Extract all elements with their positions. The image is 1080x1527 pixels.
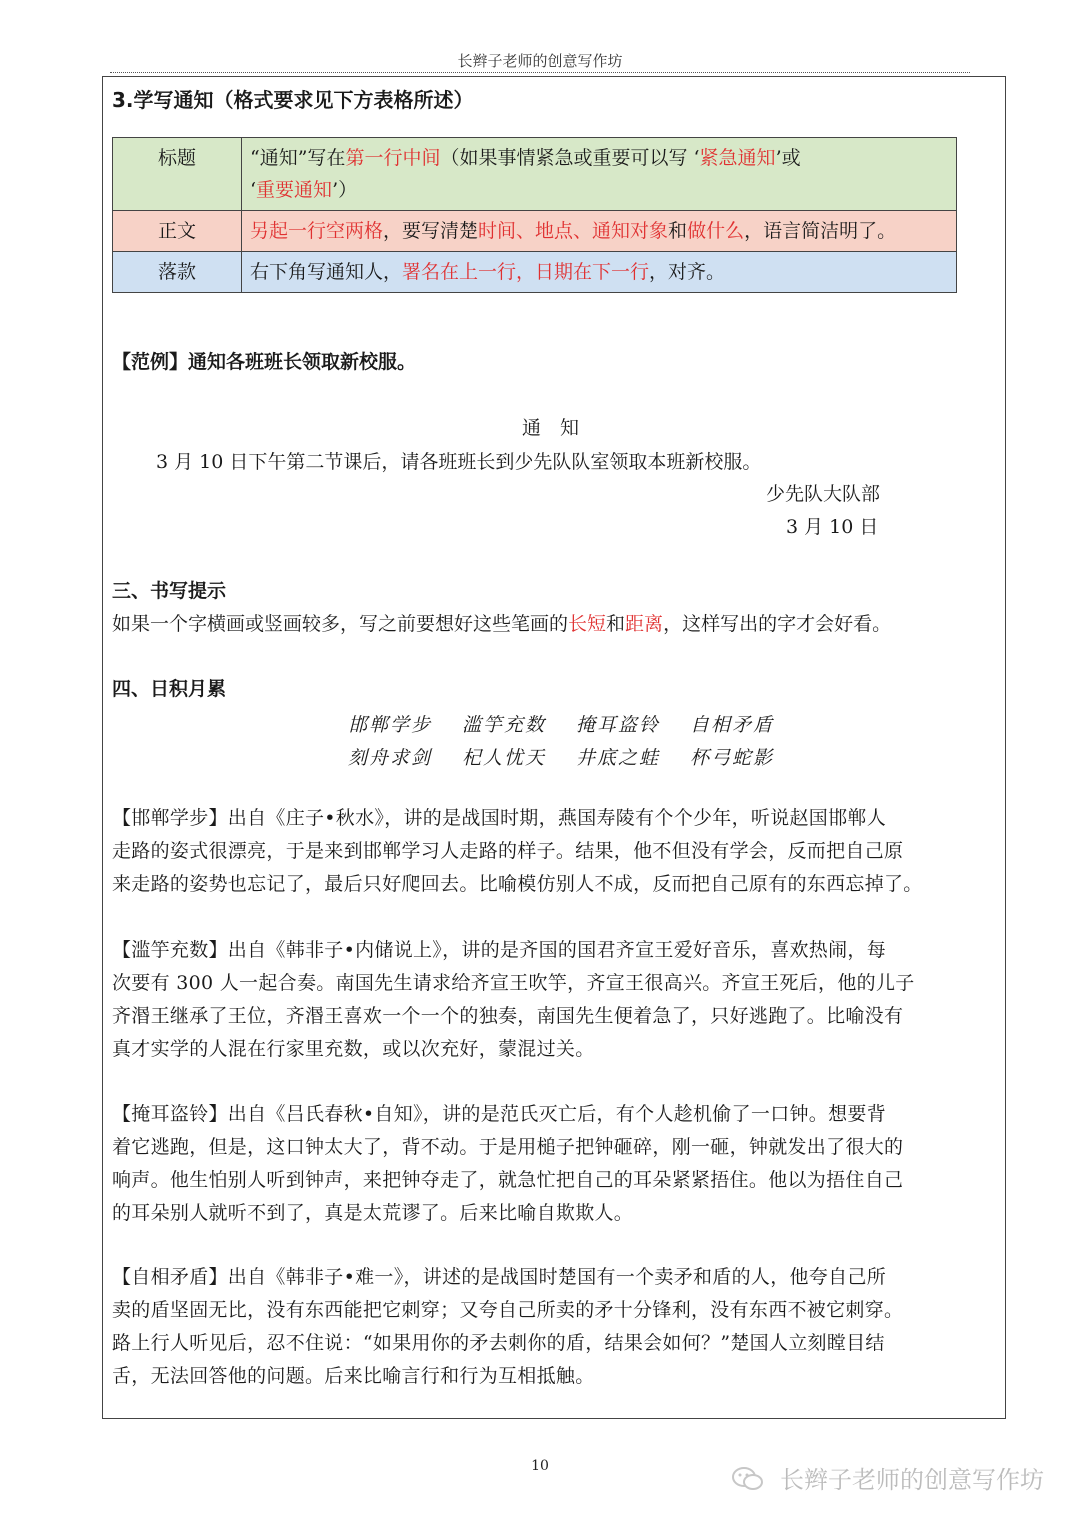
text: 和 [606, 613, 626, 635]
watermark-text: 长辫子老师的创意写作坊 [780, 1466, 1044, 1494]
story-line: 走路的姿式很漂亮，于是来到邯郸学习人走路的样子。结果，他不但没有学会，反而把自己原 [112, 840, 904, 862]
text: “通知”写在 [250, 147, 346, 169]
story-line: 的耳朵别人就听不到了，真是太荒谬了。后来比喻自欺欺人。 [112, 1202, 634, 1224]
story-line: 响声。他生怕别人听到钟声，来把钟夺走了，就急忙把自己的耳朵紧紧捂住。他以为捂住自己 [112, 1169, 904, 1191]
highlight-text: 紧急通知 [699, 147, 776, 169]
notice-date: 3 月 10 日 [786, 516, 879, 538]
story-line: 路上行人听见后，忍不住说：“如果用你的矛去刺你的盾，结果会如何？”楚国人立刻瞠目结 [112, 1332, 885, 1354]
row-label: 落款 [113, 252, 242, 293]
table-row-title [113, 138, 957, 211]
section3-title: 3.学写通知（格式要求见下方表格所述） [112, 88, 474, 112]
row-content [242, 211, 957, 252]
story-line: 卖的盾坚固无比，没有东西能把它刺穿；又夸自己所卖的矛十分锋利，没有东西不被它刺穿。 [112, 1299, 904, 1321]
idiom: 井底之蛙 [576, 747, 661, 769]
idiom: 掩耳盗铃 [576, 714, 661, 736]
text: ，对齐。 [649, 261, 726, 283]
story-line: 【邯郸学步】出自《庄子•秋水》，讲的是战国时期，燕国寿陵有个个少年，听说赵国邯郸人 [112, 807, 887, 829]
text: 如果一个字横画或竖画较多，写之前要想好这些笔画的 [112, 613, 569, 635]
text: ’） [332, 179, 358, 201]
highlight-text: 距离 [625, 613, 664, 635]
section-four-heading: 四、日积月累 [112, 678, 227, 700]
row-label: 正文 [113, 211, 242, 252]
idiom: 滥竽充数 [462, 714, 547, 736]
idioms-row-1 [348, 710, 804, 737]
header-divider [110, 72, 970, 73]
story-line: 【自相矛盾】出自《韩非子•难一》，讲述的是战国时楚国有一个卖矛和盾的人，他夸自己所 [112, 1266, 887, 1288]
row-content [242, 138, 957, 211]
table-row-body [113, 211, 957, 252]
highlight-text: 做什么 [687, 220, 745, 242]
highlight-text: 时间、地点、通知对象 [478, 220, 669, 242]
story-line: 【掩耳盗铃】出自《吕氏春秋•自知》，讲的是范氏灭亡后，有个人趁机偷了一口钟。想要背 [112, 1103, 887, 1125]
story-handan [112, 802, 1002, 901]
format-table [112, 137, 957, 293]
watermark [732, 1460, 1044, 1495]
story-maodun [112, 1261, 1002, 1393]
story-line: 来走路的姿势也忘记了，最后只好爬回去。比喻模仿别人不成，反而把自己原有的东西忘掉了。 [112, 873, 923, 895]
row-label: 标题 [113, 138, 242, 211]
idiom: 邯郸学步 [348, 714, 433, 736]
notice-signer: 少先队大队部 [766, 483, 881, 505]
text: ，要写清楚 [383, 220, 479, 242]
text: 右下角写通知人， [250, 261, 403, 283]
highlight-text: 重要通知 [256, 179, 333, 201]
story-yaner [112, 1098, 1002, 1230]
story-line: 次要有 300 人一起合奏。南国先生请求给齐宣王吹竽，齐宣王很高兴。齐宣王死后，他的儿子 [112, 972, 915, 994]
story-line: 着它逃跑，但是，这口钟太大了，背不动。于是用槌子把钟砸碎，刚一砸，钟就发出了很大的 [112, 1136, 904, 1158]
writing-tip [112, 612, 891, 636]
wechat-icon [732, 1466, 772, 1494]
highlight-text: 署名在上一行，日期在下一行 [402, 261, 650, 283]
text: ，这样写出的字才会好看。 [663, 613, 892, 635]
idiom: 自相矛盾 [690, 714, 775, 736]
page-header: 长辫子老师的创意写作坊 [457, 52, 623, 70]
text: ‘ [250, 179, 257, 201]
row-content [242, 252, 957, 293]
table-row-signature [113, 252, 957, 293]
highlight-text: 长短 [568, 613, 607, 635]
highlight-text: 另起一行空两格 [250, 220, 384, 242]
notice-body: 3 月 10 日下午第二节课后，请各班班长到少先队队室领取本班新校服。 [156, 451, 762, 473]
story-line: 真才实学的人混在行家里充数，或以次充好，蒙混过关。 [112, 1038, 595, 1060]
story-line: 齐湣王继承了王位，齐湣王喜欢一个一个的独奏，南国先生便着急了，只好逃跑了。比喻没有 [112, 1005, 904, 1027]
idiom: 杞人忧天 [462, 747, 547, 769]
story-line: 舌，无法回答他的问题。后来比喻言行和行为互相抵触。 [112, 1365, 595, 1387]
notice-title: 通 知 [522, 417, 580, 439]
text: 和 [668, 220, 688, 242]
text: （如果事情紧急或重要可以写 ‘ [440, 147, 700, 169]
section-three-heading: 三、书写提示 [112, 580, 227, 602]
idiom: 刻舟求剑 [348, 747, 433, 769]
idioms-row-2 [348, 743, 804, 770]
story-line: 【滥竽充数】出自《韩非子•内储说上》，讲的是齐国的国君齐宣王爱好音乐，喜欢热闹，每 [112, 939, 887, 961]
example-heading: 【范例】通知各班班长领取新校服。 [112, 351, 417, 373]
text: ’或 [775, 147, 801, 169]
story-lanyu [112, 934, 1002, 1066]
highlight-text: 第一行中间 [345, 147, 441, 169]
page-number: 10 [531, 1458, 549, 1474]
text: ，语言简洁明了。 [744, 220, 897, 242]
idiom: 杯弓蛇影 [690, 747, 775, 769]
